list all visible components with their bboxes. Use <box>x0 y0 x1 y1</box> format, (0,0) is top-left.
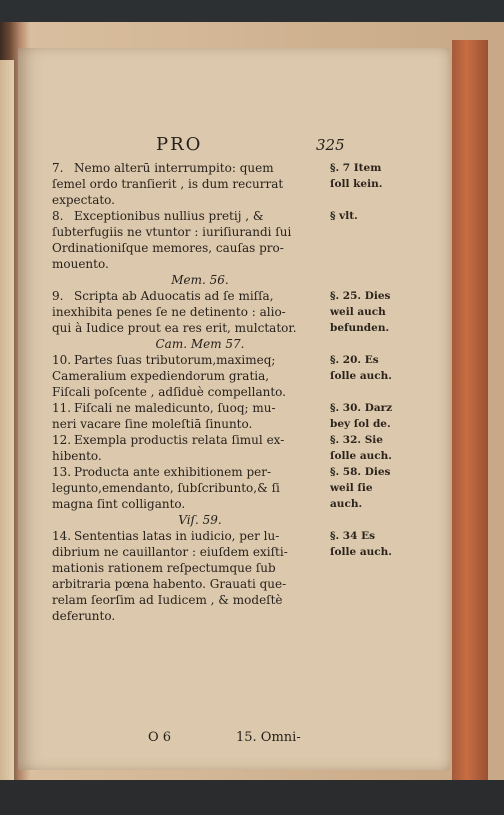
line-text: mouento. <box>52 257 109 271</box>
text-line <box>52 384 322 400</box>
section-heading: Cam. Mem 57. <box>155 337 245 351</box>
page-footer <box>18 730 450 748</box>
marginal-note: weil ſie <box>330 482 373 494</box>
line-text: mationis rationem reſpectumque ſub <box>52 561 276 575</box>
text-line <box>52 240 322 256</box>
text-line <box>52 176 322 192</box>
line-text: Ordinationiſque memores, cauſas pro- <box>52 241 284 255</box>
catchword: 15. Omni- <box>236 730 301 745</box>
text-line <box>52 560 322 576</box>
text-line <box>52 448 322 464</box>
line-text: relam ſeorſim ad Iudicem , & modeſtè <box>52 593 283 607</box>
book-board-edge <box>452 40 488 780</box>
marginal-note: weil auch <box>330 306 386 318</box>
text-line <box>52 288 322 304</box>
text-line <box>52 480 322 496</box>
item-number: 8. <box>52 209 64 223</box>
line-text: Sententias latas in iudicio, per lu- <box>74 529 280 543</box>
line-text: Partes ſuas tributorum,maximeq; <box>74 353 276 367</box>
item-number: 7. <box>52 161 64 175</box>
text-line <box>52 576 322 592</box>
marginal-note: bey ſol de. <box>330 418 391 430</box>
line-text: Exempla productis relata ſimul ex- <box>74 433 285 447</box>
line-text: Cameralium expediendorum gratia, <box>52 369 270 383</box>
line-text: deferunto. <box>52 609 116 623</box>
text-line <box>52 592 322 608</box>
line-text: Fiſcali poſcente , adſiduè compellanto. <box>52 385 286 399</box>
text-line <box>52 608 322 624</box>
background-table <box>0 780 504 815</box>
marginal-note: §. 25. Dies <box>330 290 391 302</box>
marginal-note: befunden. <box>330 322 390 334</box>
item-number: 14. <box>52 529 72 543</box>
running-head <box>18 134 450 154</box>
line-text: hibento. <box>52 449 102 463</box>
text-line <box>52 320 322 336</box>
book-page <box>18 48 450 770</box>
marginal-note: ſolle auch. <box>330 370 392 382</box>
marginal-note: ſolle auch. <box>330 450 392 462</box>
line-text: expectato. <box>52 193 115 207</box>
body-text <box>52 160 322 624</box>
line-text: legunto,emendanto, ſubſcribunto,& ſi <box>52 481 280 495</box>
marginal-note: ſolle auch. <box>330 546 392 558</box>
line-text: inexhibita penes ſe ne detinento : alio- <box>52 305 286 319</box>
signature-mark: O 6 <box>148 730 172 745</box>
line-text: qui à Iudice prout ea res erit, mulctator. <box>52 321 297 335</box>
line-text: arbitraria pœna habento. Grauati que- <box>52 577 287 591</box>
line-text: Nemo alterū interrumpito: quem <box>74 161 274 175</box>
line-text: neri vacare ſine moleſtiā ſinunto. <box>52 417 253 431</box>
line-text: magna ſint colliganto. <box>52 497 186 511</box>
marginal-note: §. 34 Es <box>330 530 375 542</box>
text-line <box>52 496 322 512</box>
running-head-title: PRO <box>156 134 203 155</box>
text-line <box>52 352 322 368</box>
line-text: dibrium ne cauillantor : eiuſdem exiſti- <box>52 545 288 559</box>
marginal-note: §. 20. Es <box>330 354 379 366</box>
marginal-note: §. 32. Sie <box>330 434 383 446</box>
text-line <box>52 368 322 384</box>
text-line <box>52 160 322 176</box>
text-line <box>52 432 322 448</box>
text-line <box>52 304 322 320</box>
line-text: ſemel ordo tranſierit , is dum recurrat <box>52 177 284 191</box>
line-text: ſubterfugiis ne vtuntor : iuriſiurandi ſui <box>52 225 292 239</box>
line-text: Producta ante exhibitionem per- <box>74 465 272 479</box>
marginal-note: §. 30. Darz <box>330 402 393 414</box>
text-line <box>52 224 322 240</box>
marginal-note: ſoll kein. <box>330 178 383 190</box>
text-line <box>52 464 322 480</box>
item-number: 12. <box>52 433 72 447</box>
line-text: Scripta ab Aduocatis ad ſe miſſa, <box>74 289 274 303</box>
page-number: 325 <box>316 136 345 154</box>
text-line <box>52 400 322 416</box>
marginal-note: §. 7 Item <box>330 162 382 174</box>
section-heading: Viſ. 59. <box>178 513 222 527</box>
marginal-note: auch. <box>330 498 363 510</box>
previous-leaf-edge <box>0 60 14 780</box>
line-text: Fiſcali ne maledicunto, ſuoq; mu- <box>74 401 276 415</box>
section-heading: Mem. 56. <box>171 273 229 287</box>
marginal-note: § vlt. <box>330 210 358 222</box>
item-number: 10. <box>52 353 72 367</box>
text-line <box>52 528 322 544</box>
item-number: 13. <box>52 465 72 479</box>
line-text: Exceptionibus nullius pretij , & <box>74 209 264 223</box>
text-line <box>52 256 322 272</box>
text-line <box>52 192 322 208</box>
marginal-note: §. 58. Dies <box>330 466 391 478</box>
text-line <box>52 416 322 432</box>
text-line <box>52 544 322 560</box>
item-number: 11. <box>52 401 72 415</box>
item-number: 9. <box>52 289 64 303</box>
text-line <box>52 208 322 224</box>
